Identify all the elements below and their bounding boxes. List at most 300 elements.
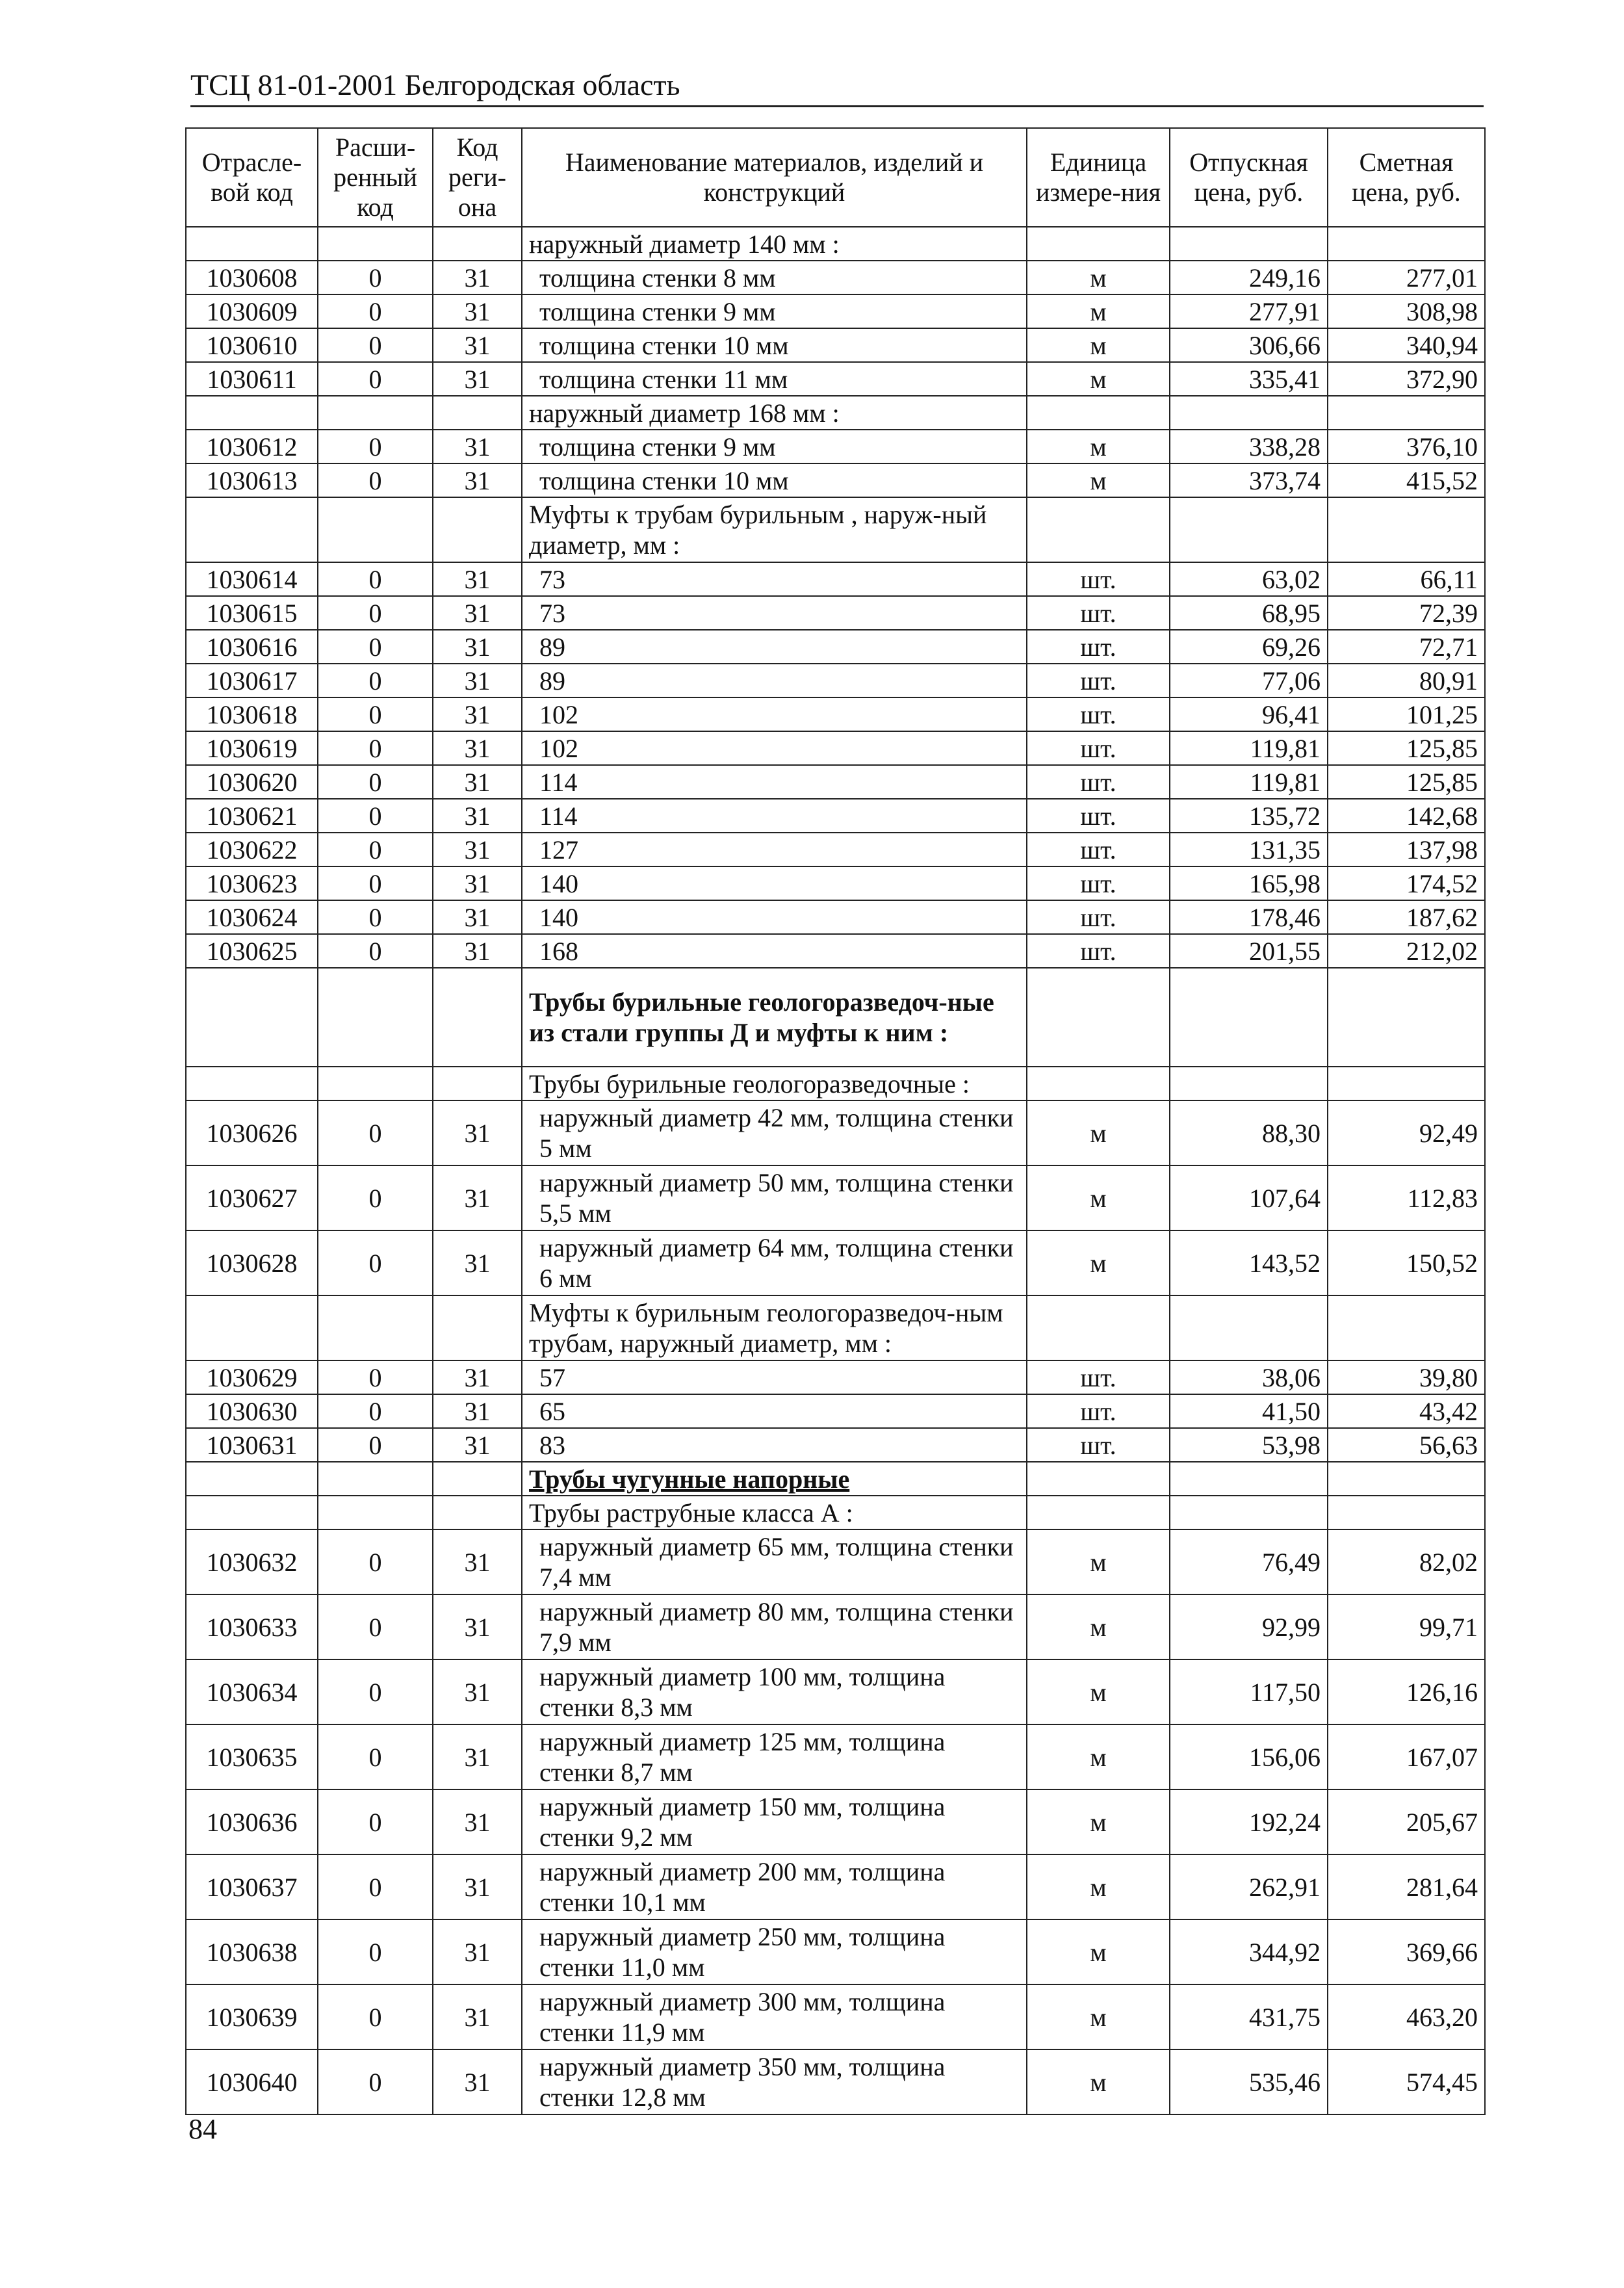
subsection-title: Трубы бурильные геологоразведочные : (522, 1067, 1027, 1100)
table-row (186, 1360, 1485, 1394)
table-row (186, 664, 1485, 697)
estimate-price-cell: 137,98 (1328, 833, 1485, 866)
region-code-cell: 31 (433, 1529, 522, 1594)
section-row (186, 1462, 1485, 1496)
region-code-cell: 31 (433, 934, 522, 968)
estimate-price-cell: 101,25 (1328, 697, 1485, 731)
item-name-cell: наружный диаметр 350 мм, толщина стенки 12,8 мм (522, 2049, 1027, 2114)
empty-cell (1027, 1462, 1170, 1496)
industry-code-cell: 1030629 (186, 1360, 318, 1394)
column-header-estimate-price: Сметная цена, руб. (1328, 128, 1485, 227)
empty-cell (318, 227, 433, 261)
region-code-cell: 31 (433, 2049, 522, 2114)
estimate-price-cell: 125,85 (1328, 731, 1485, 765)
table-row (186, 900, 1485, 934)
item-name-cell: толщина стенки 11 мм (522, 362, 1027, 396)
item-name-cell: наружный диаметр 200 мм, толщина стенки 10,1 мм (522, 1854, 1027, 1919)
table-row (186, 697, 1485, 731)
extended-code-cell: 0 (318, 596, 433, 630)
industry-code-cell: 1030616 (186, 630, 318, 664)
extended-code-cell: 0 (318, 866, 433, 900)
estimate-price-cell: 99,71 (1328, 1594, 1485, 1659)
empty-cell (1170, 497, 1328, 562)
industry-code-cell: 1030635 (186, 1724, 318, 1789)
extended-code-cell: 0 (318, 630, 433, 664)
unit-cell: шт. (1027, 934, 1170, 968)
extended-code-cell: 0 (318, 900, 433, 934)
extended-code-cell: 0 (318, 664, 433, 697)
industry-code-cell: 1030623 (186, 866, 318, 900)
table-row (186, 1594, 1485, 1659)
column-header-unit: Единица измере-ния (1027, 128, 1170, 227)
industry-code-cell: 1030631 (186, 1428, 318, 1462)
industry-code-cell: 1030633 (186, 1594, 318, 1659)
unit-cell: м (1027, 1919, 1170, 1984)
extended-code-cell: 0 (318, 1428, 433, 1462)
table-row (186, 731, 1485, 765)
extended-code-cell: 0 (318, 430, 433, 463)
price-table (185, 127, 1486, 2115)
empty-cell (1027, 396, 1170, 430)
release-price-cell: 77,06 (1170, 664, 1328, 697)
empty-cell (186, 227, 318, 261)
region-code-cell: 31 (433, 1789, 522, 1854)
industry-code-cell: 1030640 (186, 2049, 318, 2114)
extended-code-cell: 0 (318, 1529, 433, 1594)
item-name-cell: 114 (522, 765, 1027, 799)
region-code-cell: 31 (433, 328, 522, 362)
estimate-price-cell: 340,94 (1328, 328, 1485, 362)
region-code-cell: 31 (433, 562, 522, 596)
table-row (186, 1394, 1485, 1428)
table-row (186, 833, 1485, 866)
subsection-row (186, 1067, 1485, 1100)
empty-cell (318, 1496, 433, 1529)
empty-cell (1027, 1496, 1170, 1529)
unit-cell: шт. (1027, 630, 1170, 664)
release-price-cell: 92,99 (1170, 1594, 1328, 1659)
item-name-cell: наружный диаметр 42 мм, толщина стенки 5 мм (522, 1100, 1027, 1165)
release-price-cell: 338,28 (1170, 430, 1328, 463)
item-name-cell: толщина стенки 8 мм (522, 261, 1027, 294)
extended-code-cell: 0 (318, 1230, 433, 1295)
extended-code-cell: 0 (318, 562, 433, 596)
empty-cell (318, 1462, 433, 1496)
table-row (186, 799, 1485, 833)
item-name-cell: 102 (522, 731, 1027, 765)
extended-code-cell: 0 (318, 1394, 433, 1428)
empty-cell (1328, 1295, 1485, 1360)
unit-cell: м (1027, 463, 1170, 497)
item-name-cell: наружный диаметр 65 мм, толщина стенки 7,4 мм (522, 1529, 1027, 1594)
subsection-title: наружный диаметр 140 мм : (522, 227, 1027, 261)
extended-code-cell: 0 (318, 934, 433, 968)
item-name-cell: наружный диаметр 250 мм, толщина стенки 11,0 мм (522, 1919, 1027, 1984)
empty-cell (186, 1295, 318, 1360)
empty-cell (318, 497, 433, 562)
estimate-price-cell: 205,67 (1328, 1789, 1485, 1854)
empty-cell (433, 1067, 522, 1100)
empty-cell (186, 968, 318, 1067)
estimate-price-cell: 376,10 (1328, 430, 1485, 463)
extended-code-cell: 0 (318, 1724, 433, 1789)
table-row (186, 328, 1485, 362)
empty-cell (186, 1462, 318, 1496)
region-code-cell: 31 (433, 1360, 522, 1394)
item-name-cell: 168 (522, 934, 1027, 968)
release-price-cell: 373,74 (1170, 463, 1328, 497)
table-row (186, 562, 1485, 596)
table-row (186, 1984, 1485, 2049)
empty-cell (433, 396, 522, 430)
region-code-cell: 31 (433, 1659, 522, 1724)
empty-cell (1027, 968, 1170, 1067)
column-header-code: Отрасле-вой код (186, 128, 318, 227)
empty-cell (1328, 1496, 1485, 1529)
region-code-cell: 31 (433, 1165, 522, 1230)
subsection-row (186, 227, 1485, 261)
extended-code-cell: 0 (318, 1789, 433, 1854)
extended-code-cell: 0 (318, 2049, 433, 2114)
industry-code-cell: 1030619 (186, 731, 318, 765)
region-code-cell: 31 (433, 765, 522, 799)
page-header: ТСЦ 81-01-2001 Белгородская область (190, 65, 1484, 107)
extended-code-cell: 0 (318, 362, 433, 396)
item-name-cell: толщина стенки 9 мм (522, 430, 1027, 463)
estimate-price-cell: 92,49 (1328, 1100, 1485, 1165)
industry-code-cell: 1030613 (186, 463, 318, 497)
unit-cell: шт. (1027, 866, 1170, 900)
extended-code-cell: 0 (318, 1854, 433, 1919)
table-row (186, 2049, 1485, 2114)
table-row (186, 1529, 1485, 1594)
empty-cell (318, 396, 433, 430)
table-row (186, 1854, 1485, 1919)
table-row (186, 1659, 1485, 1724)
table-row (186, 630, 1485, 664)
item-name-cell: наружный диаметр 150 мм, толщина стенки 9,2 мм (522, 1789, 1027, 1854)
empty-cell (1328, 227, 1485, 261)
region-code-cell: 31 (433, 630, 522, 664)
item-name-cell: наружный диаметр 300 мм, толщина стенки 11,9 мм (522, 1984, 1027, 2049)
unit-cell: шт. (1027, 562, 1170, 596)
unit-cell: м (1027, 294, 1170, 328)
region-code-cell: 31 (433, 799, 522, 833)
estimate-price-cell: 72,39 (1328, 596, 1485, 630)
section-title: Трубы чугунные напорные (522, 1462, 1027, 1496)
industry-code-cell: 1030626 (186, 1100, 318, 1165)
release-price-cell: 88,30 (1170, 1100, 1328, 1165)
item-name-cell: 114 (522, 799, 1027, 833)
item-name-cell: 57 (522, 1360, 1027, 1394)
release-price-cell: 53,98 (1170, 1428, 1328, 1462)
region-code-cell: 31 (433, 731, 522, 765)
industry-code-cell: 1030621 (186, 799, 318, 833)
estimate-price-cell: 167,07 (1328, 1724, 1485, 1789)
item-name-cell: 89 (522, 630, 1027, 664)
empty-cell (1027, 1295, 1170, 1360)
estimate-price-cell: 277,01 (1328, 261, 1485, 294)
unit-cell: м (1027, 1230, 1170, 1295)
table-row (186, 1919, 1485, 1984)
industry-code-cell: 1030615 (186, 596, 318, 630)
table-row (186, 463, 1485, 497)
estimate-price-cell: 66,11 (1328, 562, 1485, 596)
extended-code-cell: 0 (318, 1165, 433, 1230)
empty-cell (1170, 227, 1328, 261)
extended-code-cell: 0 (318, 261, 433, 294)
empty-cell (1170, 968, 1328, 1067)
industry-code-cell: 1030608 (186, 261, 318, 294)
empty-cell (186, 396, 318, 430)
region-code-cell: 31 (433, 1230, 522, 1295)
extended-code-cell: 0 (318, 1919, 433, 1984)
region-code-cell: 31 (433, 362, 522, 396)
estimate-price-cell: 174,52 (1328, 866, 1485, 900)
item-name-cell: толщина стенки 10 мм (522, 328, 1027, 362)
empty-cell (433, 968, 522, 1067)
industry-code-cell: 1030624 (186, 900, 318, 934)
estimate-price-cell: 281,64 (1328, 1854, 1485, 1919)
region-code-cell: 31 (433, 866, 522, 900)
empty-cell (186, 1496, 318, 1529)
item-name-cell: 83 (522, 1428, 1027, 1462)
table-row (186, 934, 1485, 968)
empty-cell (186, 497, 318, 562)
release-price-cell: 201,55 (1170, 934, 1328, 968)
industry-code-cell: 1030609 (186, 294, 318, 328)
release-price-cell: 165,98 (1170, 866, 1328, 900)
table-row (186, 1230, 1485, 1295)
table-row (186, 261, 1485, 294)
empty-cell (433, 1462, 522, 1496)
estimate-price-cell: 82,02 (1328, 1529, 1485, 1594)
estimate-price-cell: 126,16 (1328, 1659, 1485, 1724)
item-name-cell: 140 (522, 866, 1027, 900)
unit-cell: шт. (1027, 697, 1170, 731)
extended-code-cell: 0 (318, 697, 433, 731)
release-price-cell: 344,92 (1170, 1919, 1328, 1984)
table-row (186, 596, 1485, 630)
table-row (186, 765, 1485, 799)
release-price-cell: 76,49 (1170, 1529, 1328, 1594)
release-price-cell: 117,50 (1170, 1659, 1328, 1724)
region-code-cell: 31 (433, 833, 522, 866)
empty-cell (1328, 497, 1485, 562)
subsection-row (186, 396, 1485, 430)
region-code-cell: 31 (433, 1394, 522, 1428)
unit-cell: м (1027, 261, 1170, 294)
extended-code-cell: 0 (318, 799, 433, 833)
table-row (186, 294, 1485, 328)
item-name-cell: 140 (522, 900, 1027, 934)
estimate-price-cell: 142,68 (1328, 799, 1485, 833)
page-number: 84 (188, 2113, 217, 2145)
extended-code-cell: 0 (318, 1360, 433, 1394)
industry-code-cell: 1030638 (186, 1919, 318, 1984)
table-row (186, 362, 1485, 396)
estimate-price-cell: 415,52 (1328, 463, 1485, 497)
item-name-cell: толщина стенки 9 мм (522, 294, 1027, 328)
item-name-cell: наружный диаметр 80 мм, толщина стенки 7,9 мм (522, 1594, 1027, 1659)
industry-code-cell: 1030614 (186, 562, 318, 596)
industry-code-cell: 1030618 (186, 697, 318, 731)
release-price-cell: 262,91 (1170, 1854, 1328, 1919)
unit-cell: м (1027, 1529, 1170, 1594)
release-price-cell: 69,26 (1170, 630, 1328, 664)
unit-cell: м (1027, 1100, 1170, 1165)
table-body (186, 227, 1485, 2114)
empty-cell (433, 227, 522, 261)
industry-code-cell: 1030612 (186, 430, 318, 463)
extended-code-cell: 0 (318, 1659, 433, 1724)
unit-cell: м (1027, 362, 1170, 396)
item-name-cell: наружный диаметр 100 мм, толщина стенки 8,3 мм (522, 1659, 1027, 1724)
table-row (186, 1165, 1485, 1230)
subsection-title: Муфты к трубам бурильным , наруж-ный диаметр, мм : (522, 497, 1027, 562)
estimate-price-cell: 43,42 (1328, 1394, 1485, 1428)
release-price-cell: 178,46 (1170, 900, 1328, 934)
estimate-price-cell: 212,02 (1328, 934, 1485, 968)
release-price-cell: 306,66 (1170, 328, 1328, 362)
region-code-cell: 31 (433, 697, 522, 731)
release-price-cell: 96,41 (1170, 697, 1328, 731)
estimate-price-cell: 372,90 (1328, 362, 1485, 396)
industry-code-cell: 1030630 (186, 1394, 318, 1428)
empty-cell (318, 1295, 433, 1360)
region-code-cell: 31 (433, 1594, 522, 1659)
region-code-cell: 31 (433, 463, 522, 497)
item-name-cell: 65 (522, 1394, 1027, 1428)
section-title: Трубы бурильные геологоразведоч-ные из стали группы Д и муфты к ним : (522, 968, 1027, 1067)
release-price-cell: 119,81 (1170, 731, 1328, 765)
industry-code-cell: 1030610 (186, 328, 318, 362)
release-price-cell: 143,52 (1170, 1230, 1328, 1295)
estimate-price-cell: 150,52 (1328, 1230, 1485, 1295)
unit-cell: шт. (1027, 799, 1170, 833)
column-header-release-price: Отпускная цена, руб. (1170, 128, 1328, 227)
empty-cell (1328, 1067, 1485, 1100)
empty-cell (1328, 968, 1485, 1067)
region-code-cell: 31 (433, 261, 522, 294)
industry-code-cell: 1030628 (186, 1230, 318, 1295)
industry-code-cell: 1030637 (186, 1854, 318, 1919)
unit-cell: шт. (1027, 1360, 1170, 1394)
column-header-extended-code: Расши-ренный код (318, 128, 433, 227)
table-row (186, 1789, 1485, 1854)
estimate-price-cell: 112,83 (1328, 1165, 1485, 1230)
column-header-region-code: Код реги-она (433, 128, 522, 227)
item-name-cell: наружный диаметр 125 мм, толщина стенки 8,7 мм (522, 1724, 1027, 1789)
empty-cell (1328, 396, 1485, 430)
release-price-cell: 107,64 (1170, 1165, 1328, 1230)
industry-code-cell: 1030634 (186, 1659, 318, 1724)
region-code-cell: 31 (433, 294, 522, 328)
item-name-cell: 73 (522, 596, 1027, 630)
estimate-price-cell: 369,66 (1328, 1919, 1485, 1984)
release-price-cell: 131,35 (1170, 833, 1328, 866)
extended-code-cell: 0 (318, 294, 433, 328)
unit-cell: м (1027, 1854, 1170, 1919)
industry-code-cell: 1030625 (186, 934, 318, 968)
empty-cell (433, 497, 522, 562)
industry-code-cell: 1030622 (186, 833, 318, 866)
unit-cell: м (1027, 1165, 1170, 1230)
release-price-cell: 192,24 (1170, 1789, 1328, 1854)
section-row (186, 968, 1485, 1067)
unit-cell: шт. (1027, 833, 1170, 866)
industry-code-cell: 1030617 (186, 664, 318, 697)
extended-code-cell: 0 (318, 1100, 433, 1165)
release-price-cell: 156,06 (1170, 1724, 1328, 1789)
region-code-cell: 31 (433, 1100, 522, 1165)
unit-cell: шт. (1027, 1428, 1170, 1462)
empty-cell (1170, 1295, 1328, 1360)
empty-cell (1170, 1496, 1328, 1529)
unit-cell: м (1027, 1984, 1170, 2049)
extended-code-cell: 0 (318, 765, 433, 799)
estimate-price-cell: 56,63 (1328, 1428, 1485, 1462)
empty-cell (1027, 497, 1170, 562)
empty-cell (1328, 1462, 1485, 1496)
subsection-row (186, 1496, 1485, 1529)
unit-cell: м (1027, 1594, 1170, 1659)
estimate-price-cell: 308,98 (1328, 294, 1485, 328)
subsection-row (186, 497, 1485, 562)
estimate-price-cell: 574,45 (1328, 2049, 1485, 2114)
region-code-cell: 31 (433, 1854, 522, 1919)
empty-cell (1027, 1067, 1170, 1100)
unit-cell: шт. (1027, 664, 1170, 697)
release-price-cell: 68,95 (1170, 596, 1328, 630)
estimate-price-cell: 72,71 (1328, 630, 1485, 664)
item-name-cell: 102 (522, 697, 1027, 731)
unit-cell: м (1027, 328, 1170, 362)
unit-cell: м (1027, 1789, 1170, 1854)
item-name-cell: 89 (522, 664, 1027, 697)
release-price-cell: 249,16 (1170, 261, 1328, 294)
item-name-cell: толщина стенки 10 мм (522, 463, 1027, 497)
column-header-name: Наименование материалов, изделий и конструкций (522, 128, 1027, 227)
industry-code-cell: 1030639 (186, 1984, 318, 2049)
unit-cell: м (1027, 2049, 1170, 2114)
empty-cell (318, 1067, 433, 1100)
table-row (186, 1100, 1485, 1165)
release-price-cell: 535,46 (1170, 2049, 1328, 2114)
release-price-cell: 38,06 (1170, 1360, 1328, 1394)
empty-cell (433, 1295, 522, 1360)
table-row (186, 866, 1485, 900)
subsection-title: Муфты к бурильным геологоразведоч-ным трубам, наружный диаметр, мм : (522, 1295, 1027, 1360)
estimate-price-cell: 39,80 (1328, 1360, 1485, 1394)
release-price-cell: 63,02 (1170, 562, 1328, 596)
unit-cell: м (1027, 1724, 1170, 1789)
unit-cell: м (1027, 430, 1170, 463)
empty-cell (1170, 1462, 1328, 1496)
extended-code-cell: 0 (318, 1984, 433, 2049)
release-price-cell: 135,72 (1170, 799, 1328, 833)
unit-cell: шт. (1027, 596, 1170, 630)
empty-cell (186, 1067, 318, 1100)
item-name-cell: 127 (522, 833, 1027, 866)
empty-cell (318, 968, 433, 1067)
industry-code-cell: 1030611 (186, 362, 318, 396)
region-code-cell: 31 (433, 596, 522, 630)
region-code-cell: 31 (433, 430, 522, 463)
region-code-cell: 31 (433, 1919, 522, 1984)
release-price-cell: 431,75 (1170, 1984, 1328, 2049)
estimate-price-cell: 187,62 (1328, 900, 1485, 934)
